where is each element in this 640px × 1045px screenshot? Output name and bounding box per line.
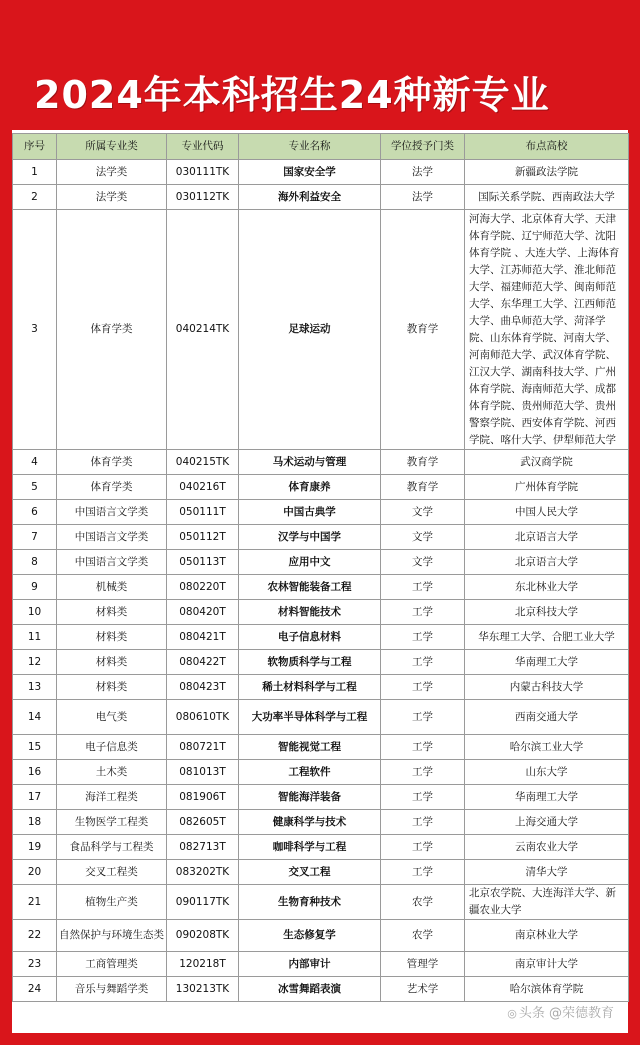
major-category: 体育学类 — [57, 210, 167, 450]
table-body — [13, 160, 629, 1002]
major-name: 冰雪舞蹈表演 — [239, 977, 381, 1002]
row-number: 18 — [13, 810, 57, 835]
major-name: 工程软件 — [239, 760, 381, 785]
table-row — [13, 977, 629, 1002]
row-number: 14 — [13, 700, 57, 735]
degree-category: 农学 — [381, 920, 465, 952]
degree-category: 工学 — [381, 860, 465, 885]
column-header: 所属专业类 — [57, 134, 167, 160]
major-name: 生物育种技术 — [239, 885, 381, 920]
major-code: 081013T — [167, 760, 239, 785]
degree-category: 农学 — [381, 885, 465, 920]
major-name: 内部审计 — [239, 952, 381, 977]
column-header: 学位授予门类 — [381, 134, 465, 160]
major-code: 090208TK — [167, 920, 239, 952]
universities: 中国人民大学 — [465, 500, 629, 525]
table-row — [13, 920, 629, 952]
table-row — [13, 650, 629, 675]
major-category: 音乐与舞蹈学类 — [57, 977, 167, 1002]
major-code: 030112TK — [167, 185, 239, 210]
degree-category: 法学 — [381, 160, 465, 185]
major-category: 电气类 — [57, 700, 167, 735]
row-number: 2 — [13, 185, 57, 210]
major-category: 电子信息类 — [57, 735, 167, 760]
major-name: 稀土材料科学与工程 — [239, 675, 381, 700]
row-number: 9 — [13, 575, 57, 600]
major-code: 080610TK — [167, 700, 239, 735]
major-code: 130213TK — [167, 977, 239, 1002]
degree-category: 教育学 — [381, 210, 465, 450]
watermark-text: 头条 @荣德教育 — [518, 1006, 614, 1021]
major-code: 080423T — [167, 675, 239, 700]
table-row — [13, 625, 629, 650]
row-number: 11 — [13, 625, 57, 650]
major-name: 体育康养 — [239, 475, 381, 500]
major-name: 农林智能装备工程 — [239, 575, 381, 600]
major-name: 咖啡科学与工程 — [239, 835, 381, 860]
page-title: 2024年本科招生24种新专业 — [34, 73, 550, 117]
table-row — [13, 785, 629, 810]
major-code: 082605T — [167, 810, 239, 835]
degree-category: 工学 — [381, 650, 465, 675]
major-category: 法学类 — [57, 160, 167, 185]
table-row — [13, 675, 629, 700]
row-number: 8 — [13, 550, 57, 575]
major-category: 植物生产类 — [57, 885, 167, 920]
universities: 北京语言大学 — [465, 550, 629, 575]
universities: 南京林业大学 — [465, 920, 629, 952]
degree-category: 工学 — [381, 700, 465, 735]
watermark — [507, 1002, 614, 1021]
universities: 北京农学院、大连海洋大学、新疆农业大学 — [465, 885, 629, 920]
major-code: 050112T — [167, 525, 239, 550]
column-header: 序号 — [13, 134, 57, 160]
degree-category: 工学 — [381, 785, 465, 810]
universities: 河海大学、北京体育大学、天津体育学院、辽宁师范大学、沈阳体育学院 、大连大学、上海体育大学、江苏师范大学、淮北师范大学、福建师范大学、闽南师范大学、东华理工大学、江西师范大学、曲阜师范大学、菏泽学院、山东体育学院、河南大学、河南师范大学、武汉体育学院、江汉大学、湖南科技大学、广州体育学院、海南师范大学、成都体育学院、贵州师范大学、贵州警察学院、西安体育学院、河西学院、喀什大学、伊犁师范大学 — [465, 210, 629, 450]
major-name: 智能海洋装备 — [239, 785, 381, 810]
degree-category: 工学 — [381, 810, 465, 835]
major-name: 软物质科学与工程 — [239, 650, 381, 675]
degree-category: 工学 — [381, 735, 465, 760]
major-category: 中国语言文学类 — [57, 525, 167, 550]
degree-category: 文学 — [381, 525, 465, 550]
major-category: 中国语言文学类 — [57, 550, 167, 575]
row-number: 7 — [13, 525, 57, 550]
major-category: 交叉工程类 — [57, 860, 167, 885]
major-name: 健康科学与技术 — [239, 810, 381, 835]
major-name: 大功率半导体科学与工程 — [239, 700, 381, 735]
major-name: 电子信息材料 — [239, 625, 381, 650]
table-row — [13, 450, 629, 475]
row-number: 19 — [13, 835, 57, 860]
table-sheet — [12, 130, 628, 1033]
row-number: 1 — [13, 160, 57, 185]
universities: 新疆政法学院 — [465, 160, 629, 185]
major-code: 082713T — [167, 835, 239, 860]
row-number: 24 — [13, 977, 57, 1002]
row-number: 16 — [13, 760, 57, 785]
major-name: 汉学与中国学 — [239, 525, 381, 550]
table-row — [13, 575, 629, 600]
table-row — [13, 185, 629, 210]
major-category: 生物医学工程类 — [57, 810, 167, 835]
universities: 国际关系学院、西南政法大学 — [465, 185, 629, 210]
column-header: 专业代码 — [167, 134, 239, 160]
row-number: 5 — [13, 475, 57, 500]
row-number: 4 — [13, 450, 57, 475]
degree-category: 文学 — [381, 500, 465, 525]
major-category: 体育学类 — [57, 450, 167, 475]
degree-category: 工学 — [381, 625, 465, 650]
major-code: 083202TK — [167, 860, 239, 885]
major-code: 030111TK — [167, 160, 239, 185]
major-code: 080420T — [167, 600, 239, 625]
degree-category: 教育学 — [381, 475, 465, 500]
universities: 广州体育学院 — [465, 475, 629, 500]
universities: 南京审计大学 — [465, 952, 629, 977]
table-row — [13, 700, 629, 735]
row-number: 23 — [13, 952, 57, 977]
row-number: 21 — [13, 885, 57, 920]
major-category: 材料类 — [57, 650, 167, 675]
major-code: 080421T — [167, 625, 239, 650]
major-code: 050113T — [167, 550, 239, 575]
universities: 哈尔滨体育学院 — [465, 977, 629, 1002]
major-code: 040216T — [167, 475, 239, 500]
universities: 清华大学 — [465, 860, 629, 885]
row-number: 6 — [13, 500, 57, 525]
major-code: 080220T — [167, 575, 239, 600]
table-row — [13, 210, 629, 450]
major-code: 081906T — [167, 785, 239, 810]
universities: 北京语言大学 — [465, 525, 629, 550]
row-number: 17 — [13, 785, 57, 810]
table-row — [13, 475, 629, 500]
major-code: 040214TK — [167, 210, 239, 450]
degree-category: 管理学 — [381, 952, 465, 977]
major-name: 应用中文 — [239, 550, 381, 575]
major-code: 080422T — [167, 650, 239, 675]
row-number: 12 — [13, 650, 57, 675]
major-code: 120218T — [167, 952, 239, 977]
major-name: 足球运动 — [239, 210, 381, 450]
universities: 内蒙古科技大学 — [465, 675, 629, 700]
universities: 山东大学 — [465, 760, 629, 785]
table-row — [13, 600, 629, 625]
major-name: 交叉工程 — [239, 860, 381, 885]
table-row — [13, 550, 629, 575]
degree-category: 教育学 — [381, 450, 465, 475]
table-row — [13, 835, 629, 860]
universities: 武汉商学院 — [465, 450, 629, 475]
major-category: 食品科学与工程类 — [57, 835, 167, 860]
major-name: 国家安全学 — [239, 160, 381, 185]
universities: 哈尔滨工业大学 — [465, 735, 629, 760]
major-code: 090117TK — [167, 885, 239, 920]
major-code: 050111T — [167, 500, 239, 525]
row-number: 10 — [13, 600, 57, 625]
major-category: 材料类 — [57, 675, 167, 700]
table-row — [13, 160, 629, 185]
degree-category: 工学 — [381, 600, 465, 625]
universities: 西南交通大学 — [465, 700, 629, 735]
major-category: 土木类 — [57, 760, 167, 785]
universities: 上海交通大学 — [465, 810, 629, 835]
major-category: 材料类 — [57, 600, 167, 625]
major-category: 自然保护与环境生态类 — [57, 920, 167, 952]
row-number: 15 — [13, 735, 57, 760]
table-row — [13, 760, 629, 785]
degree-category: 工学 — [381, 835, 465, 860]
major-category: 材料类 — [57, 625, 167, 650]
major-category: 海洋工程类 — [57, 785, 167, 810]
major-code: 080721T — [167, 735, 239, 760]
universities: 华南理工大学 — [465, 650, 629, 675]
row-number: 22 — [13, 920, 57, 952]
major-category: 工商管理类 — [57, 952, 167, 977]
row-number: 3 — [13, 210, 57, 450]
universities: 北京科技大学 — [465, 600, 629, 625]
watermark-icon: ◎ — [507, 1007, 517, 1020]
table-row — [13, 952, 629, 977]
column-header: 专业名称 — [239, 134, 381, 160]
major-category: 体育学类 — [57, 475, 167, 500]
major-category: 法学类 — [57, 185, 167, 210]
degree-category: 法学 — [381, 185, 465, 210]
major-name: 智能视觉工程 — [239, 735, 381, 760]
major-category: 机械类 — [57, 575, 167, 600]
major-code: 040215TK — [167, 450, 239, 475]
universities: 云南农业大学 — [465, 835, 629, 860]
degree-category: 工学 — [381, 760, 465, 785]
column-header: 布点高校 — [465, 134, 629, 160]
major-name: 中国古典学 — [239, 500, 381, 525]
major-name: 生态修复学 — [239, 920, 381, 952]
table-row — [13, 885, 629, 920]
degree-category: 工学 — [381, 675, 465, 700]
major-name: 材料智能技术 — [239, 600, 381, 625]
degree-category: 艺术学 — [381, 977, 465, 1002]
table-row — [13, 860, 629, 885]
degree-category: 工学 — [381, 575, 465, 600]
major-category: 中国语言文学类 — [57, 500, 167, 525]
universities: 华东理工大学、合肥工业大学 — [465, 625, 629, 650]
table-row — [13, 525, 629, 550]
universities: 东北林业大学 — [465, 575, 629, 600]
table-row — [13, 735, 629, 760]
majors-table — [12, 133, 629, 1002]
universities: 华南理工大学 — [465, 785, 629, 810]
degree-category: 文学 — [381, 550, 465, 575]
table-row — [13, 500, 629, 525]
row-number: 20 — [13, 860, 57, 885]
table-row — [13, 810, 629, 835]
major-name: 马术运动与管理 — [239, 450, 381, 475]
major-name: 海外利益安全 — [239, 185, 381, 210]
table-header-row — [13, 134, 629, 160]
row-number: 13 — [13, 675, 57, 700]
